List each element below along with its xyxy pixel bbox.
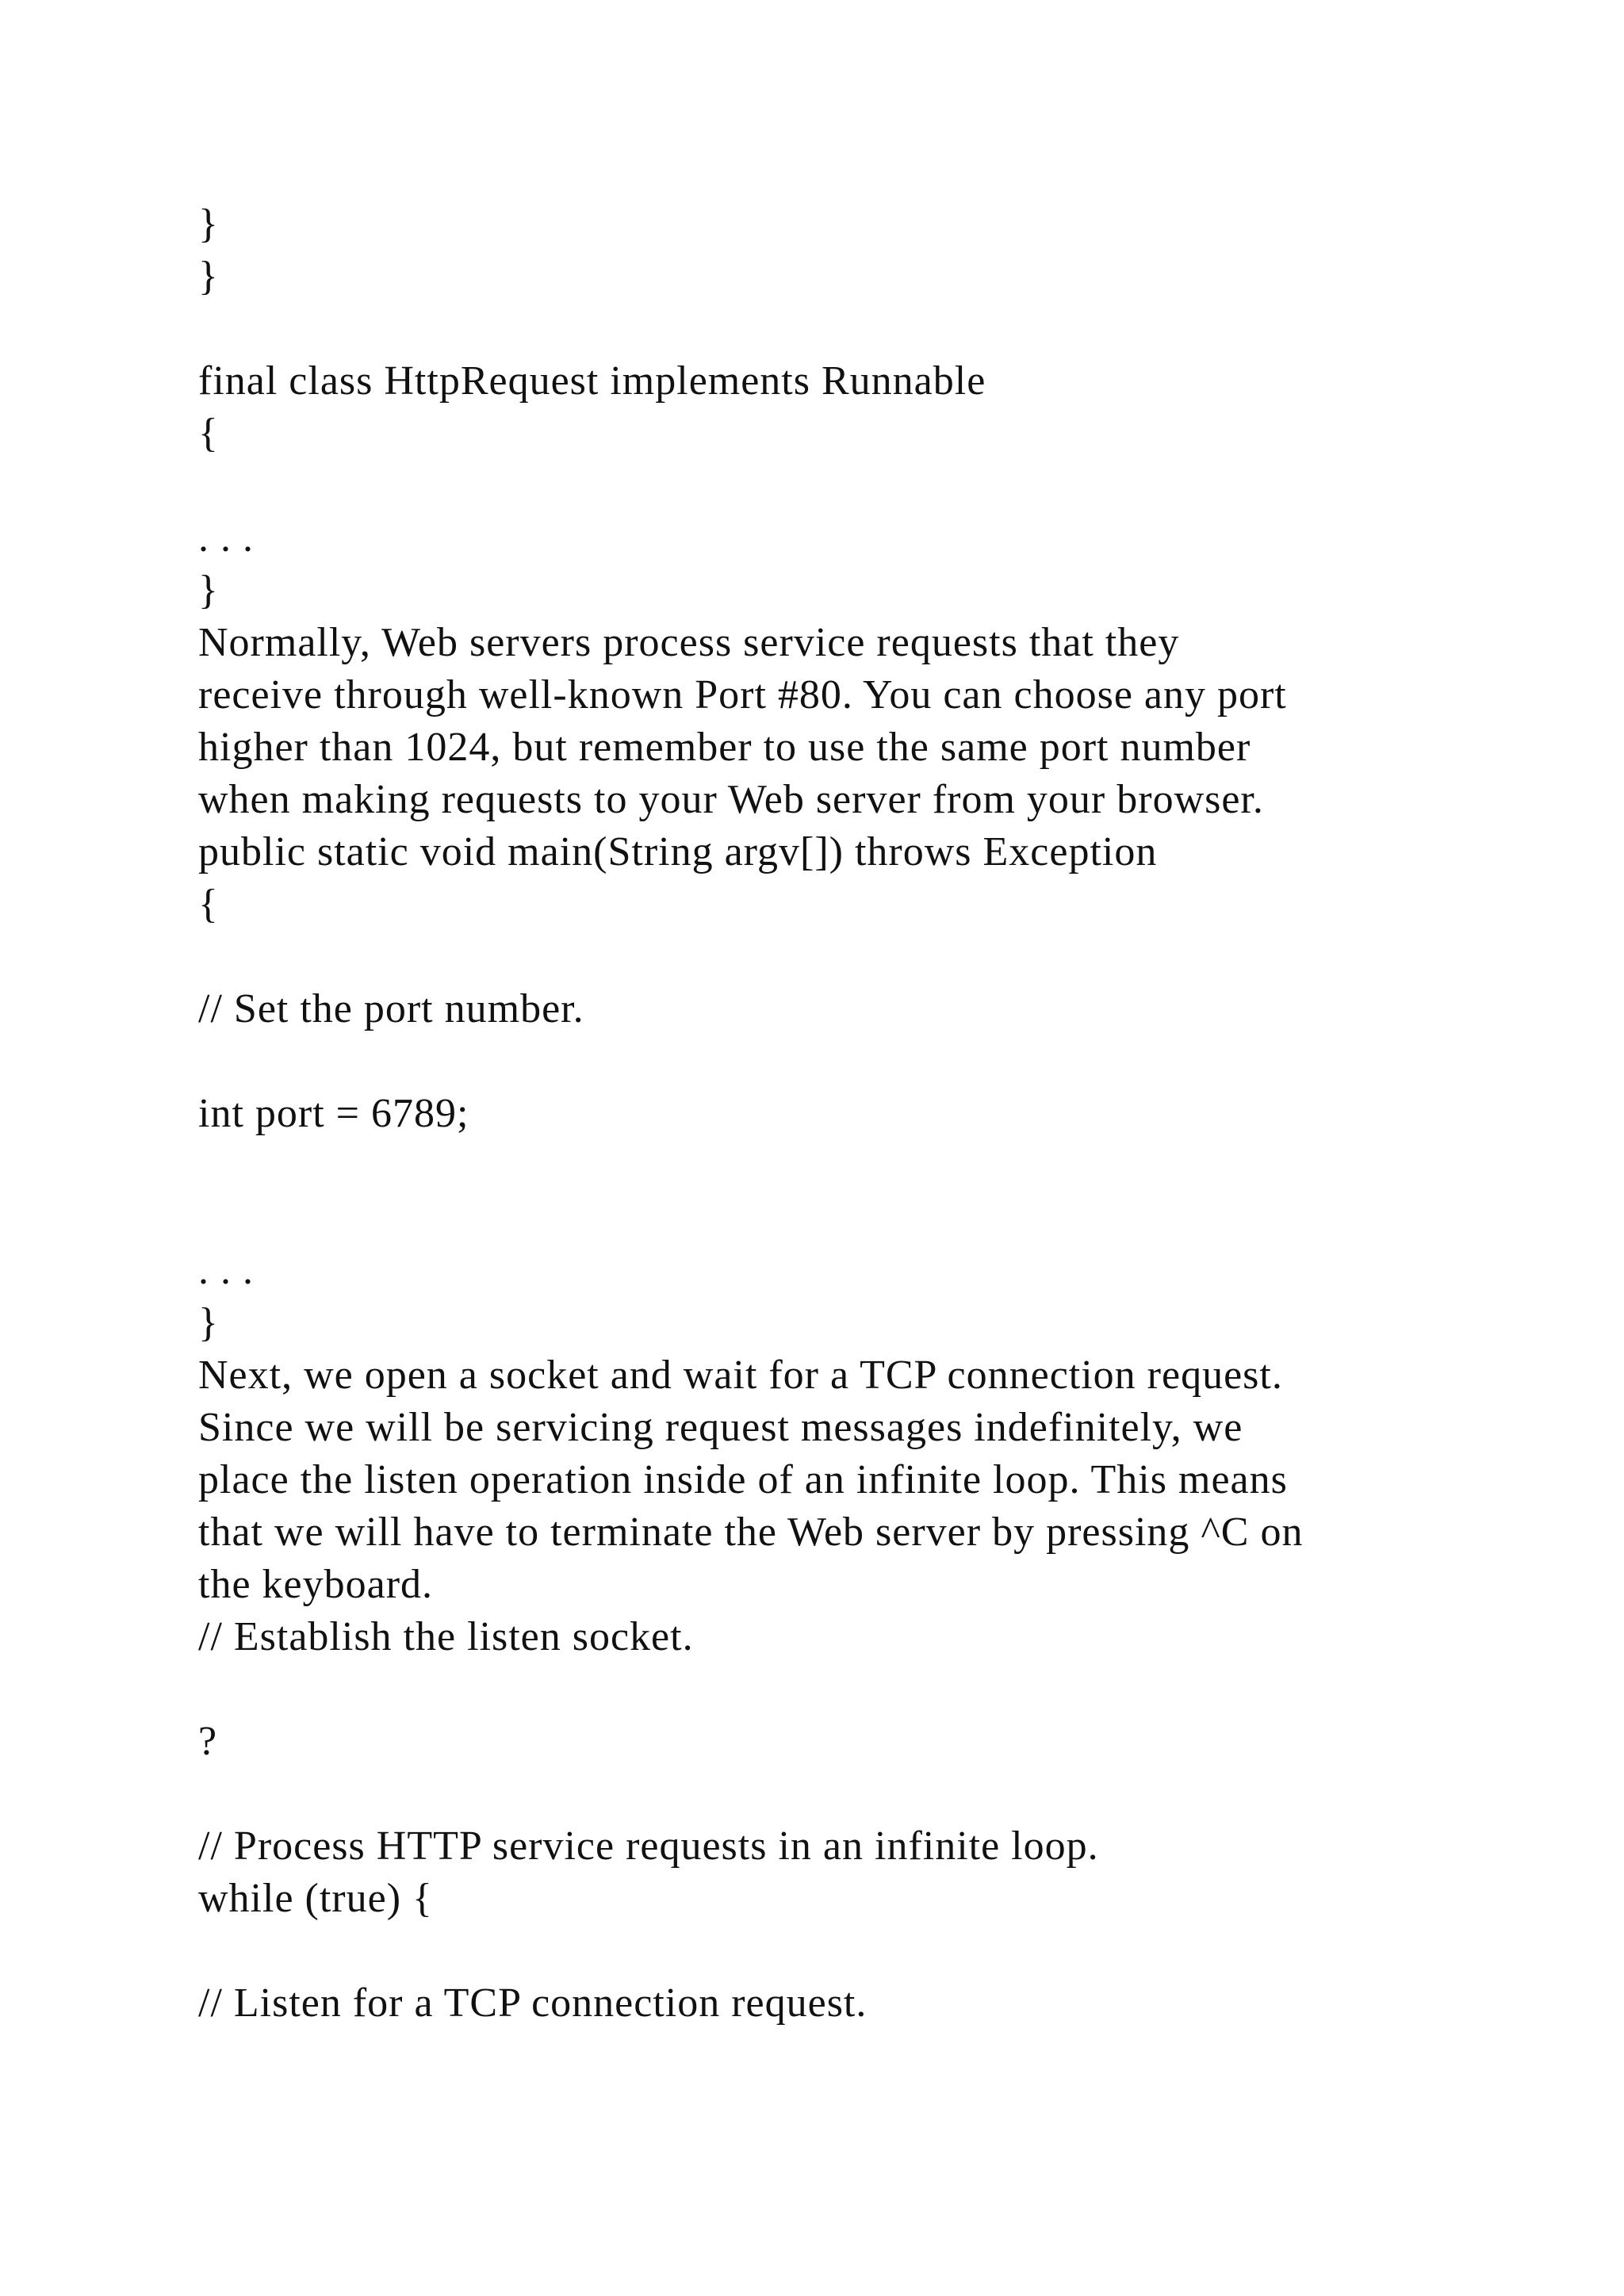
text-line: int port = 6789; — [198, 1091, 469, 1136]
text-line: higher than 1024, but remember to use the same port number — [198, 725, 1251, 770]
text-line: that we will have to terminate the Web server by pressing ^C on — [198, 1510, 1304, 1555]
text-line: // Process HTTP service requests in an infinite loop. — [198, 1823, 1099, 1869]
text-line: the keyboard. — [198, 1562, 434, 1607]
text-line: public static void main(String argv[]) throws Exception — [198, 829, 1158, 874]
text-line: Next, we open a socket and wait for a TCP connection request. — [198, 1353, 1283, 1398]
text-line: } — [198, 568, 219, 613]
text-line: . . . — [198, 515, 254, 561]
text-line: Since we will be servicing request messages indefinitely, we — [198, 1405, 1243, 1450]
text-line: } — [198, 254, 219, 299]
text-line: { — [198, 882, 219, 927]
text-line: // Listen for a TCP connection request. — [198, 1980, 868, 2026]
text-line: } — [198, 201, 219, 247]
text-line: Normally, Web servers process service requests that they — [198, 620, 1180, 665]
text-line: ? — [198, 1719, 218, 1764]
text-line: receive through well-known Port #80. You can choose any port — [198, 672, 1287, 718]
text-line: // Set the port number. — [198, 986, 584, 1031]
text-line: final class HttpRequest implements Runnable — [198, 358, 986, 404]
text-line: . . . — [198, 1248, 254, 1293]
text-line: while (true) { — [198, 1876, 433, 1921]
text-line: place the listen operation inside of an infinite loop. This means — [198, 1457, 1288, 1502]
text-line: } — [198, 1300, 219, 1345]
text-line: { — [198, 411, 219, 456]
text-line: when making requests to your Web server from your browser. — [198, 777, 1264, 822]
text-line: // Establish the listen socket. — [198, 1614, 694, 1659]
